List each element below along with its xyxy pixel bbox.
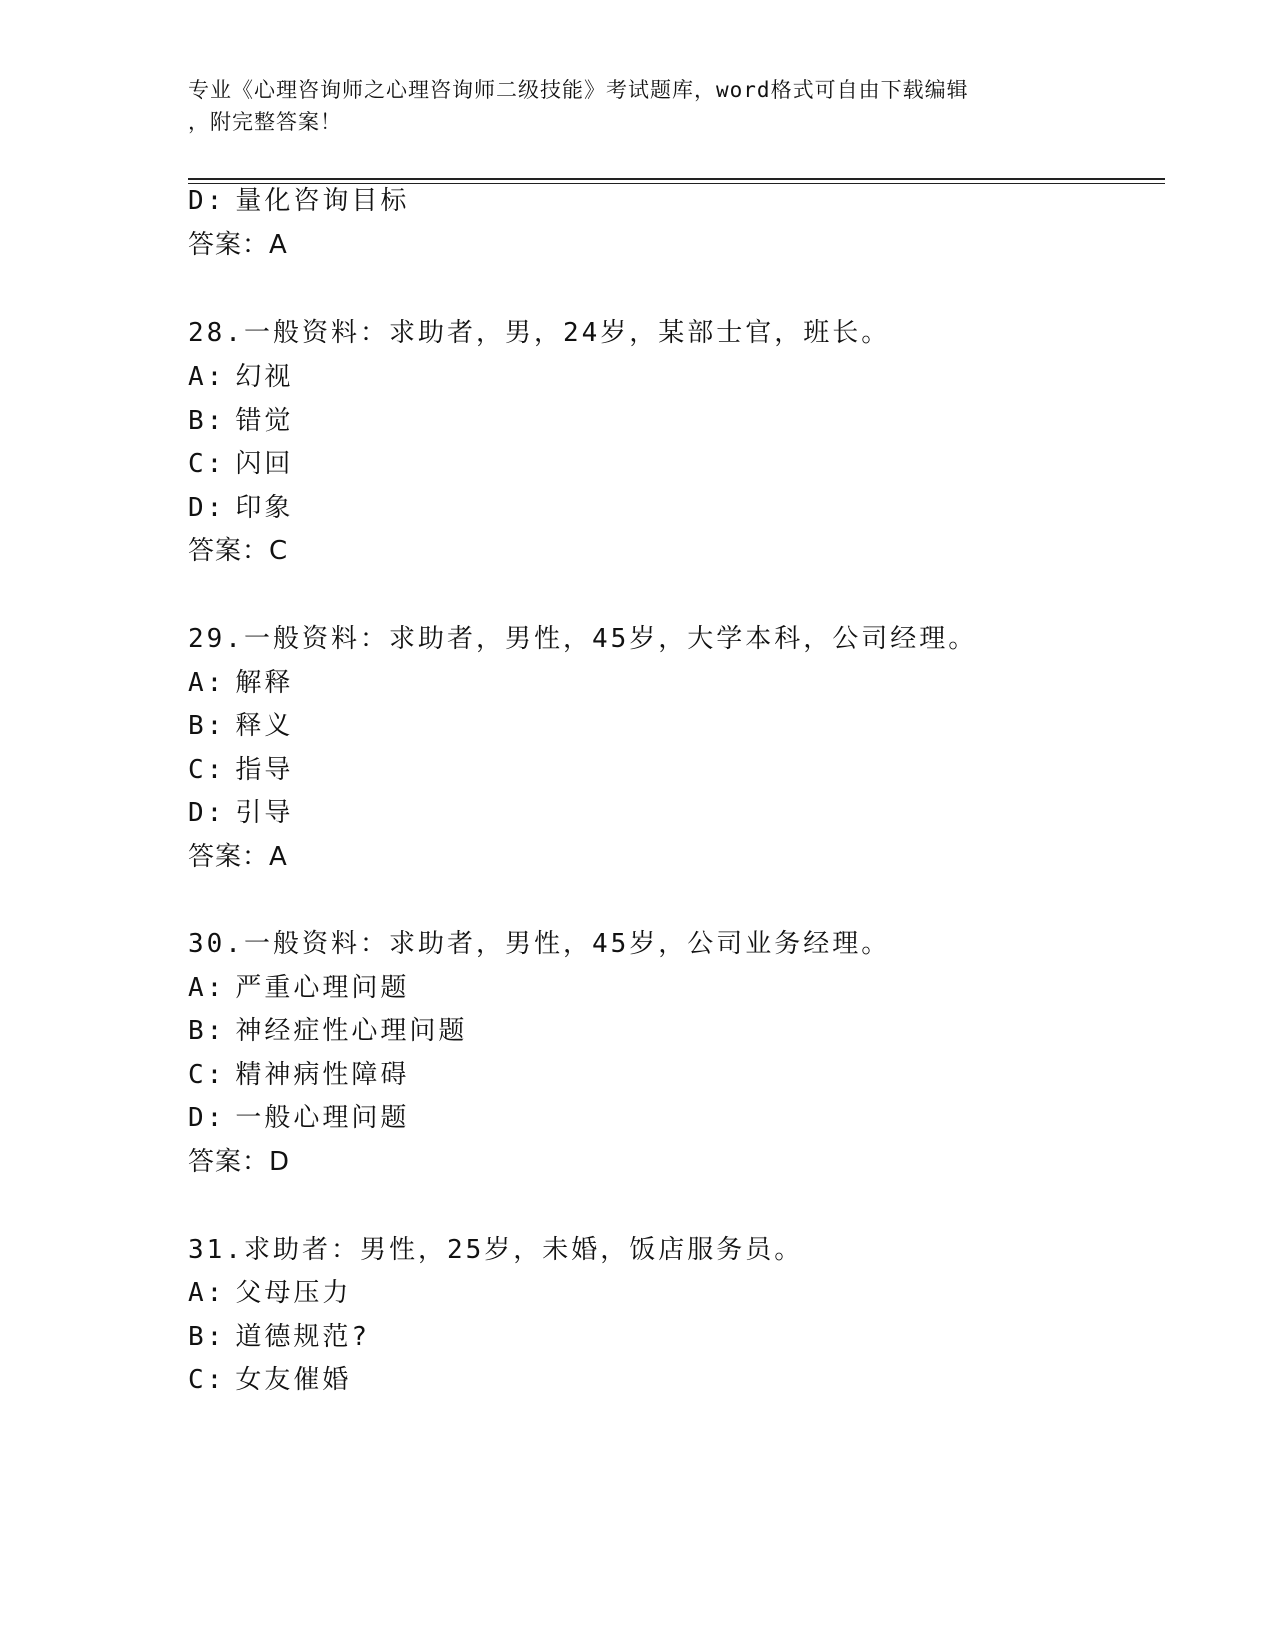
option-text: 幻视	[235, 362, 294, 392]
option-c	[188, 1058, 409, 1092]
option-letter: C:	[188, 755, 226, 785]
option-a	[188, 666, 293, 700]
option-letter: B:	[188, 1322, 226, 1352]
option-b	[188, 1320, 370, 1354]
option-letter: D:	[188, 186, 226, 216]
option-text: 错觉	[235, 406, 294, 436]
document-header	[188, 74, 1088, 138]
option-text: 释义	[235, 711, 294, 741]
option-letter: C:	[188, 449, 226, 479]
option-d	[188, 184, 409, 218]
option-b	[188, 709, 293, 743]
option-letter: A:	[188, 1278, 226, 1308]
option-text: 闪回	[235, 449, 294, 479]
option-b	[188, 1014, 467, 1048]
answer-line: 答案：A	[188, 230, 288, 260]
option-text: 引导	[235, 798, 294, 828]
option-letter: C:	[188, 1365, 226, 1395]
option-text: 解释	[235, 668, 294, 698]
option-text: 道德规范?	[235, 1322, 370, 1352]
option-text: 指导	[235, 755, 294, 785]
option-text: 精神病性障碍	[235, 1060, 410, 1090]
option-text: 父母压力	[235, 1278, 352, 1308]
option-text: 严重心理问题	[235, 973, 410, 1003]
option-text: 量化咨询目标	[235, 186, 410, 216]
option-a	[188, 360, 293, 394]
header-line-1: 专业《心理咨询师之心理咨询师二级技能》考试题库，word格式可自由下载编辑	[188, 78, 969, 102]
option-letter: B:	[188, 711, 226, 741]
option-d	[188, 1101, 409, 1135]
question-stem: 30.一般资料：求助者，男性，45岁，公司业务经理。	[188, 929, 891, 959]
option-letter: A:	[188, 973, 226, 1003]
option-letter: B:	[188, 406, 226, 436]
question-stem: 29.一般资料：求助者，男性，45岁，大学本科，公司经理。	[188, 624, 978, 654]
header-rule-thick	[188, 178, 1165, 180]
option-b	[188, 404, 293, 438]
option-text: 女友催婚	[235, 1365, 352, 1395]
option-d	[188, 491, 293, 525]
answer-line: 答案：D	[188, 1147, 291, 1177]
option-letter: D:	[188, 798, 226, 828]
option-letter: A:	[188, 668, 226, 698]
answer-line: 答案：C	[188, 536, 289, 566]
option-c	[188, 447, 293, 481]
answer-line: 答案：A	[188, 842, 288, 872]
option-text: 印象	[235, 493, 294, 523]
option-a	[188, 971, 409, 1005]
option-text: 神经症性心理问题	[235, 1016, 468, 1046]
question-stem: 28.一般资料：求助者，男，24岁，某部士官，班长。	[188, 318, 891, 348]
option-d	[188, 796, 293, 830]
option-c	[188, 1363, 351, 1397]
option-letter: B:	[188, 1016, 226, 1046]
option-letter: D:	[188, 1103, 226, 1133]
option-c	[188, 753, 293, 787]
option-letter: C:	[188, 1060, 226, 1090]
option-text: 一般心理问题	[235, 1103, 410, 1133]
option-letter: A:	[188, 362, 226, 392]
option-a	[188, 1276, 351, 1310]
question-stem: 31.求助者：男性，25岁，未婚，饭店服务员。	[188, 1235, 804, 1265]
header-line-2: ，附完整答案！	[188, 110, 342, 134]
option-letter: D:	[188, 493, 226, 523]
